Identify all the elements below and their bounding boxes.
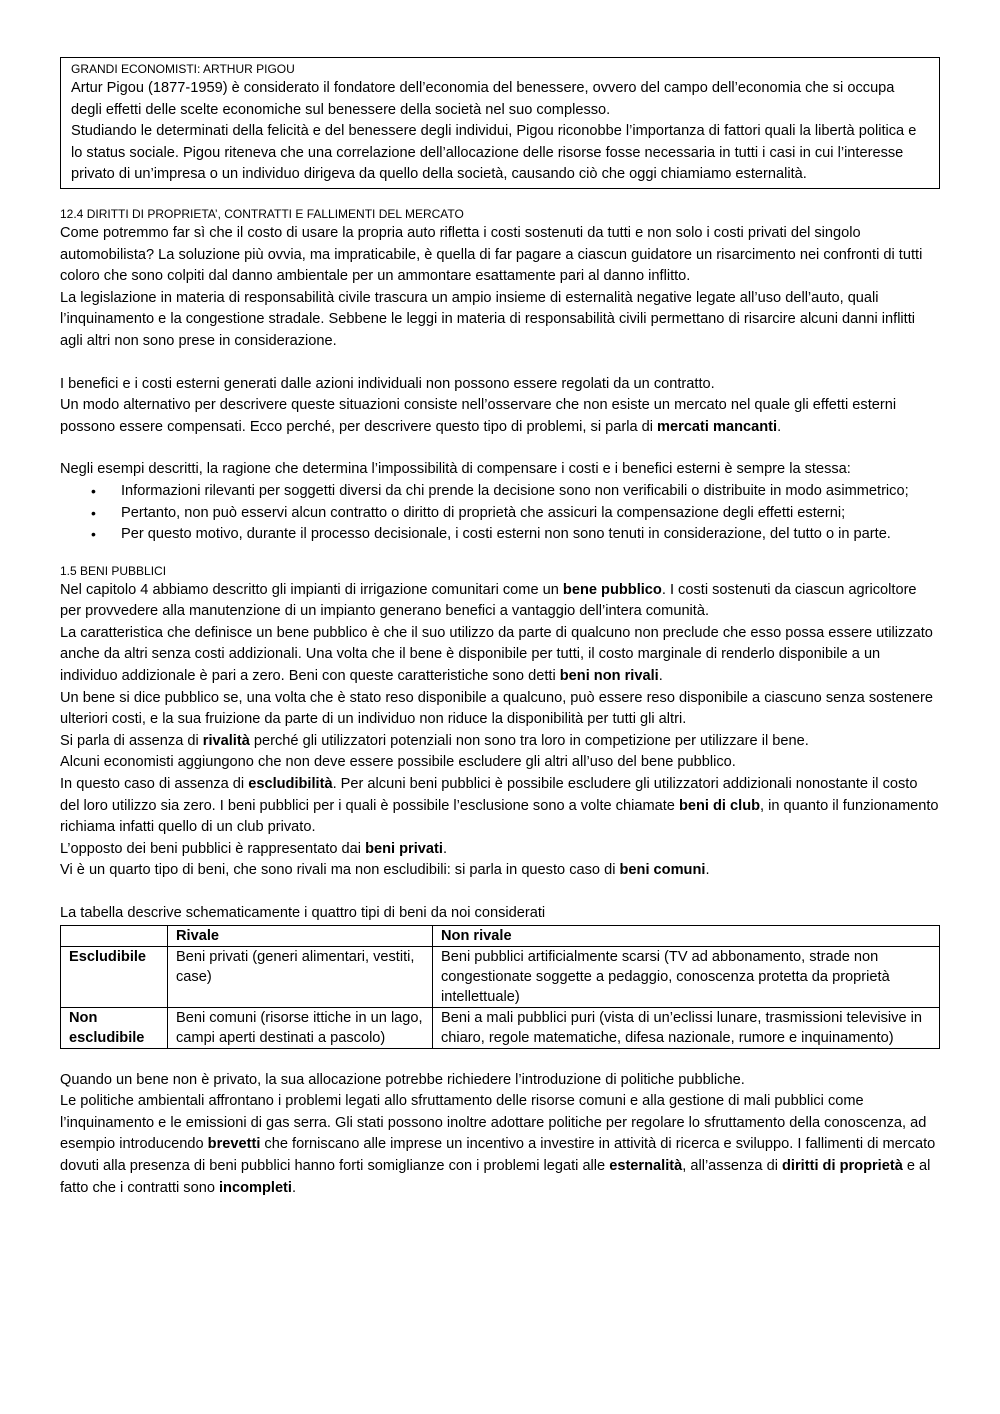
paragraph: La legislazione in materia di responsabilità civile trascura un ampio insieme di esternalità negative legate all’uso dell’auto, quali l’inquinamento e la congestione stradale. Sebbene le leggi in materia di responsabilità civili permettano di risarcire alcuni danni inflitti agli altri non sono prese in considerazione.: [60, 289, 916, 349]
paragraph: Quando un bene non è privato, la sua allocazione potrebbe richiedere l’introduzione di politiche pubbliche.: [60, 1071, 745, 1088]
goods-table: [60, 925, 940, 1049]
economist-box: [60, 57, 940, 189]
paragraph: Si parla di assenza di rivalità perché gli utilizzatori potenziali non sono tra loro in competizione per utilizzare il bene.: [60, 732, 809, 749]
table-row-header: Escludibile: [61, 946, 168, 1007]
table-row: [61, 1007, 940, 1048]
box-paragraph: Artur Pigou (1877-1959) è considerato il fondatore dell’economia del benessere, ovvero del campo dell’economia che si occupa degli effetti delle scelte economiche sul benessere della società nel suo complesso.: [71, 80, 895, 118]
table-cell: Beni pubblici artificialmente scarsi (TV ad abbonamento, strade non congestionate soggette a pedaggio, conoscenza protetta da proprietà intellettuale): [433, 946, 940, 1007]
table-caption: La tabella descrive schematicamente i quattro tipi di beni da noi considerati: [60, 905, 546, 921]
section-heading: 12.4 DIRITTI DI PROPRIETA’, CONTRATTI E FALLIMENTI DEL MERCATO: [60, 206, 464, 221]
paragraph: L’opposto dei beni pubblici è rappresentato dai beni privati.: [60, 840, 447, 857]
section-heading: 1.5 BENI PUBBLICI: [60, 563, 167, 578]
table-header-cell: [61, 925, 168, 946]
table-cell: Beni comuni (risorse ittiche in un lago, campi aperti destinati a pascolo): [168, 1007, 433, 1048]
list-item: • Per questo motivo, durante il processo decisionale, i costi esterni non sono tenuti in considerazione, del tutto o in parte.: [121, 524, 940, 546]
box-title: GRANDI ECONOMISTI: ARTHUR PIGOU: [71, 62, 295, 76]
document-page: [60, 57, 940, 1199]
table-header-cell: Rivale: [168, 925, 433, 946]
box-paragraph: Studiando le determinati della felicità e del benessere degli individui, Pigou riconobbe l’importanza di fattori quali la libertà politica e lo status sociale. Pigou riteneva che una correlazione dell’allocazione delle risorse fosse necessaria in tutti i casi in cui l’interesse privato di un’impresa o un individuo dirigeva da quello della società, causando ciò che oggi chiamiamo esternalità.: [71, 123, 917, 183]
paragraph: I benefici e i costi esterni generati dalle azioni individuali non possono essere regolati da un contratto.: [60, 375, 715, 392]
paragraph: La caratteristica che definisce un bene pubblico è che il suo utilizzo da parte di qualcuno non preclude che esso possa essere utilizzato anche da altri senza costi addizionali. Una volta che il bene è disponibile per tutti, il costo marginale di renderlo disponibile a un individuo addizionale è pari a zero. Beni con queste caratteristiche sono detti beni non rivali.: [60, 624, 933, 685]
paragraph: In questo caso di assenza di escludibilità. Per alcuni beni pubblici è possibile escludere gli utilizzatori addizionali nonostante il costo del loro utilizzo sia zero. I beni pubblici per i quali è possibile l’esclusione sono a volte chiamate beni di club, in quanto il funzionamento richiama infatti quello di un club privato.: [60, 776, 939, 836]
table-cell: Beni privati (generi alimentari, vestiti, case): [168, 946, 433, 1007]
paragraph: Come potremmo far sì che il costo di usare la propria auto rifletta i costi sostenuti da tutti e non solo i costi privati del singolo automobilista? La soluzione più ovvia, ma impraticabile, è quella di far pagare a ciascun guidatore un risarcimento nei confronti di tutti coloro che sono colpiti dal danno ambientale per un ammontare esattamente pari al danno inflitto.: [60, 224, 923, 285]
paragraph: Nel capitolo 4 abbiamo descritto gli impianti di irrigazione comunitari come un bene pubblico. I costi sostenuti da ciascun agricoltore per provvedere alla manutenzione di un impianto generano benefici a vantaggio dell’intera comunità.: [60, 581, 917, 620]
paragraph: Le politiche ambientali affrontano i problemi legati allo sfruttamento delle risorse comuni e alla gestione di mali pubblici come l’inquinamento e le emissioni di gas serra. Gli stati possono inoltre adottare politiche per regolare lo sfruttamento della conoscenza, ad esempio introducendo brevetti che forniscano alle imprese un incentivo a investire in attività di ricerca e sviluppo. I fallimenti di mercato dovuti alla presenza di beni pubblici hanno forti somiglianze con i problemi legati alle esternalità, all’assenza di diritti di proprietà e al fatto che i contratti sono incompleti.: [60, 1093, 936, 1196]
table-row: [61, 946, 940, 1007]
paragraph: Negli esempi descritti, la ragione che determina l’impossibilità di compensare i costi e i benefici esterni è sempre la stessa:: [60, 461, 851, 478]
table-row-header: Non escludibile: [61, 1007, 168, 1048]
bullet-list: [60, 481, 940, 546]
list-item: • Informazioni rilevanti per soggetti diversi da chi prende la decisione sono non verificabili o distribuite in modo asimmetrico;: [121, 481, 940, 503]
list-item: • Pertanto, non può esservi alcun contratto o diritto di proprietà che assicuri la compensazione degli effetti esterni;: [121, 503, 940, 525]
paragraph: Un bene si dice pubblico se, una volta che è stato reso disponibile a qualcuno, può essere reso disponibile a ciascuno senza sostenere ulteriori costi, e la sua fruizione da parte di un individuo non riduce la disponibilità per tutti gli altri.: [60, 689, 933, 728]
table-header-row: [61, 925, 940, 946]
paragraph: Vi è un quarto tipo di beni, che sono rivali ma non escludibili: si parla in questo caso di beni comuni.: [60, 862, 710, 879]
table-header-cell: Non rivale: [433, 925, 940, 946]
paragraph: Un modo alternativo per descrivere queste situazioni consiste nell’osservare che non esiste un mercato nel quale gli effetti esterni possono essere compensati. Ecco perché, per descrivere questo tipo di problemi, si parla di mercati mancanti.: [60, 397, 897, 435]
paragraph: Alcuni economisti aggiungono che non deve essere possibile escludere gli altri all’uso del bene pubblico.: [60, 754, 736, 771]
table-cell: Beni a mali pubblici puri (vista di un’eclissi lunare, trasmissioni televisive in chiaro, regole matematiche, difesa nazionale, rumore e inquinamento): [433, 1007, 940, 1048]
